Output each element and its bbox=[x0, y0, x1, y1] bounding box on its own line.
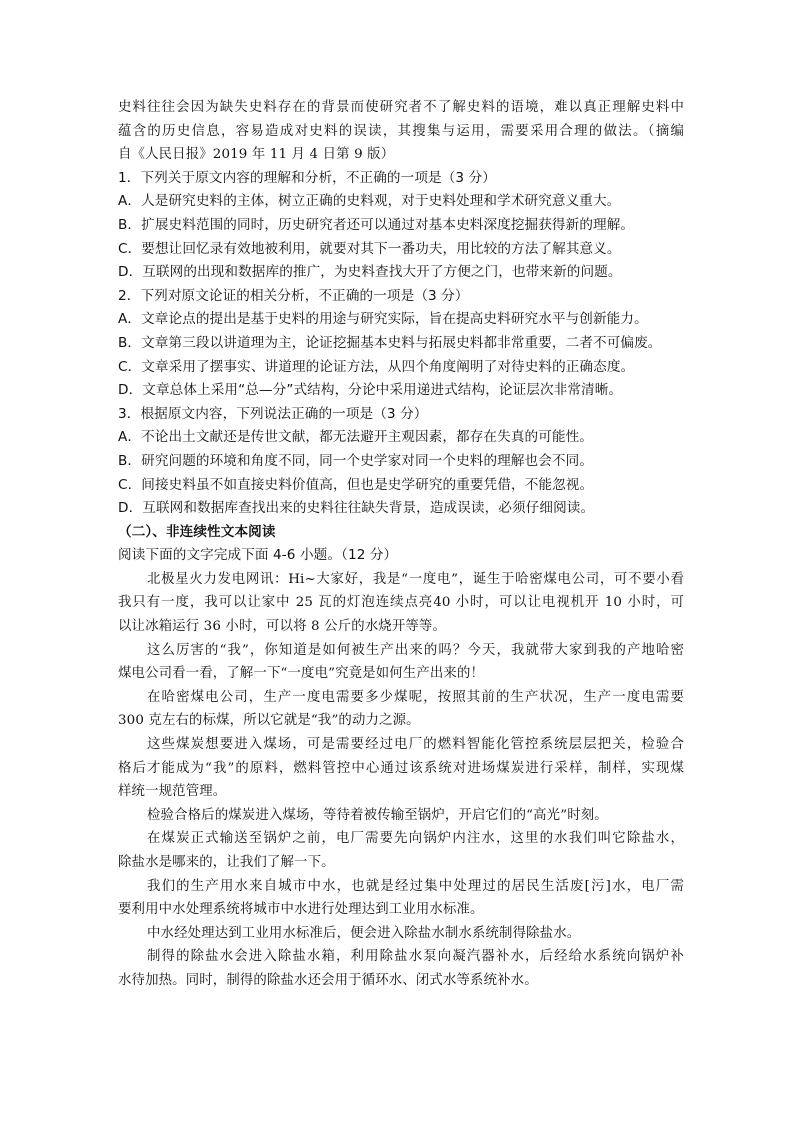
passage-line: 煤电公司看一看，了解一下“一度电”究竟是如何生产出来的！ bbox=[118, 666, 485, 682]
passage-line: 我只有一度，我可以让家中 25 瓦的灯泡连续点亮40 小时，可以让电视机开 10 小时，可 bbox=[118, 595, 684, 611]
option-c: C．间接史料虽不如直接史料价值高，但也是史学研究的重要凭借，不能忽视。 bbox=[118, 476, 594, 493]
option-a: A．不论出土文献还是传世文献，都无法避开主观因素，都存在失真的可能性。 bbox=[118, 429, 593, 446]
question-stem: 2．下列对原文论证的相关分析，不正确的一项是（3 分） bbox=[118, 287, 469, 304]
option-d: D．文章总体上采用“总—分”式结构，分论中采用递进式结构，论证层次非常清晰。 bbox=[118, 382, 623, 399]
question-3 bbox=[118, 403, 684, 521]
passage-line: 制得的除盐水会进入除盐水箱，利用除盐水泵向凝汽器补水，后经给水系统向锅炉补 bbox=[147, 949, 684, 965]
option-d: D．互联网的出现和数据库的推广，为史料查找大开了方便之门，也带来新的问题。 bbox=[118, 264, 622, 281]
section-title: （二）、非连续性文本阅读 bbox=[118, 523, 276, 540]
document-page bbox=[118, 96, 684, 993]
intro-line: 自《人民日报》2019 年 11 月 4 日第 9 版） bbox=[118, 147, 395, 163]
passage-line: 300 克左右的标煤，所以它就是“我”的动力之源。 bbox=[118, 713, 420, 729]
section-instruction: 阅读下面的文字完成下面 4-6 小题。（12 分） bbox=[118, 547, 398, 564]
question-1 bbox=[118, 167, 684, 285]
option-b: B．扩展史料范围的同时，历史研究者还可以通过对基本史料深度挖掘获得新的理解。 bbox=[118, 216, 635, 233]
option-a: A．文章论点的提出是基于史料的用途与研究实际，旨在提高史料研究水平与创新能力。 bbox=[118, 311, 648, 328]
passage-line: 这么厉害的“我”，你知道是如何被生产出来的吗？今天，我就带大家到我的产地哈密 bbox=[147, 642, 684, 658]
passage-line: 在煤炭正式输送至锅炉之前，电厂需要先向锅炉内注水，这里的水我们叫它除盐水， bbox=[147, 831, 684, 847]
option-c: C．要想让回忆录有效地被利用，就要对其下一番功夫，用比较的方法了解其意义。 bbox=[118, 240, 621, 257]
option-c: C．文章采用了摆事实、讲道理的论证方法，从四个角度阐明了对待史料的正确态度。 bbox=[118, 358, 635, 375]
passage-line: 我们的生产用水来自城市中水，也就是经过集中处理过的居民生活废[污]水，电厂需 bbox=[147, 878, 684, 894]
intro-paragraph bbox=[118, 96, 684, 167]
passage-line: 样统一规范管理。 bbox=[118, 784, 227, 800]
passage-line: 以让冰箱运行 36 小时，可以将 8 公斤的水烧开等等。 bbox=[118, 619, 446, 635]
question-2 bbox=[118, 285, 684, 403]
question-stem: 1．下列关于原文内容的理解和分析，不正确的一项是（3 分） bbox=[118, 169, 496, 186]
passage-line: 北极星火力发电网讯：Hi~大家好，我是“一度电”，诞生于哈密煤电公司，可不要小看 bbox=[147, 571, 684, 587]
option-b: B．文章第三段以讲道理为主，论证挖掘基本史料与拓展史料都非常重要，二者不可偏废。 bbox=[118, 334, 662, 351]
question-stem: 3．根据原文内容，下列说法正确的一项是（3 分） bbox=[118, 405, 428, 422]
passage-line: 这些煤炭想要进入煤场，可是需要经过电厂的燃料智能化管控系统层层把关，检验合 bbox=[147, 737, 684, 753]
passage-line: 水待加热。同时，制得的除盐水还会用于循环水、闭式水等系统补水。 bbox=[118, 972, 538, 988]
option-a: A．人是研究史料的主体，树立正确的史料观，对于史料处理和学术研究意义重大。 bbox=[118, 193, 621, 210]
passage-line: 格后才能成为“我”的原料，燃料管控中心通过该系统对进场煤炭进行采样，制样，实现煤 bbox=[118, 760, 684, 776]
passage-line: 在哈密煤电公司，生产一度电需要多少煤呢，按照其前的生产状况，生产一度电需要 bbox=[147, 689, 684, 705]
intro-line: 史料往往会因为缺失史料存在的背景而使研究者不了解史料的语境，难以真正理解史料中 bbox=[118, 100, 684, 115]
passage-line: 要利用中水处理系统将城市中水进行处理达到工业用水标准。 bbox=[118, 902, 484, 918]
passage-line: 检验合格后的煤炭进入煤场，等待着被传输至锅炉，开启它们的“高光”时刻。 bbox=[147, 807, 608, 823]
passage-line: 中水经处理达到工业用水标准后，便会进入除盐水制水系统制得除盐水。 bbox=[147, 925, 581, 941]
option-b: B．研究问题的环境和角度不同，同一个史学家对同一个史料的理解也会不同。 bbox=[118, 452, 594, 469]
passage bbox=[118, 568, 684, 993]
option-d: D．互联网和数据库查找出来的史料往往缺失背景，造成误读，必须仔细阅读。 bbox=[118, 500, 595, 517]
passage-line: 除盐水是哪来的，让我们了解一下。 bbox=[118, 855, 335, 870]
intro-line: 蕴含的历史信息，容易造成对史料的误读，其搜集与运用，需要采用合理的做法。（摘编 bbox=[118, 123, 684, 139]
